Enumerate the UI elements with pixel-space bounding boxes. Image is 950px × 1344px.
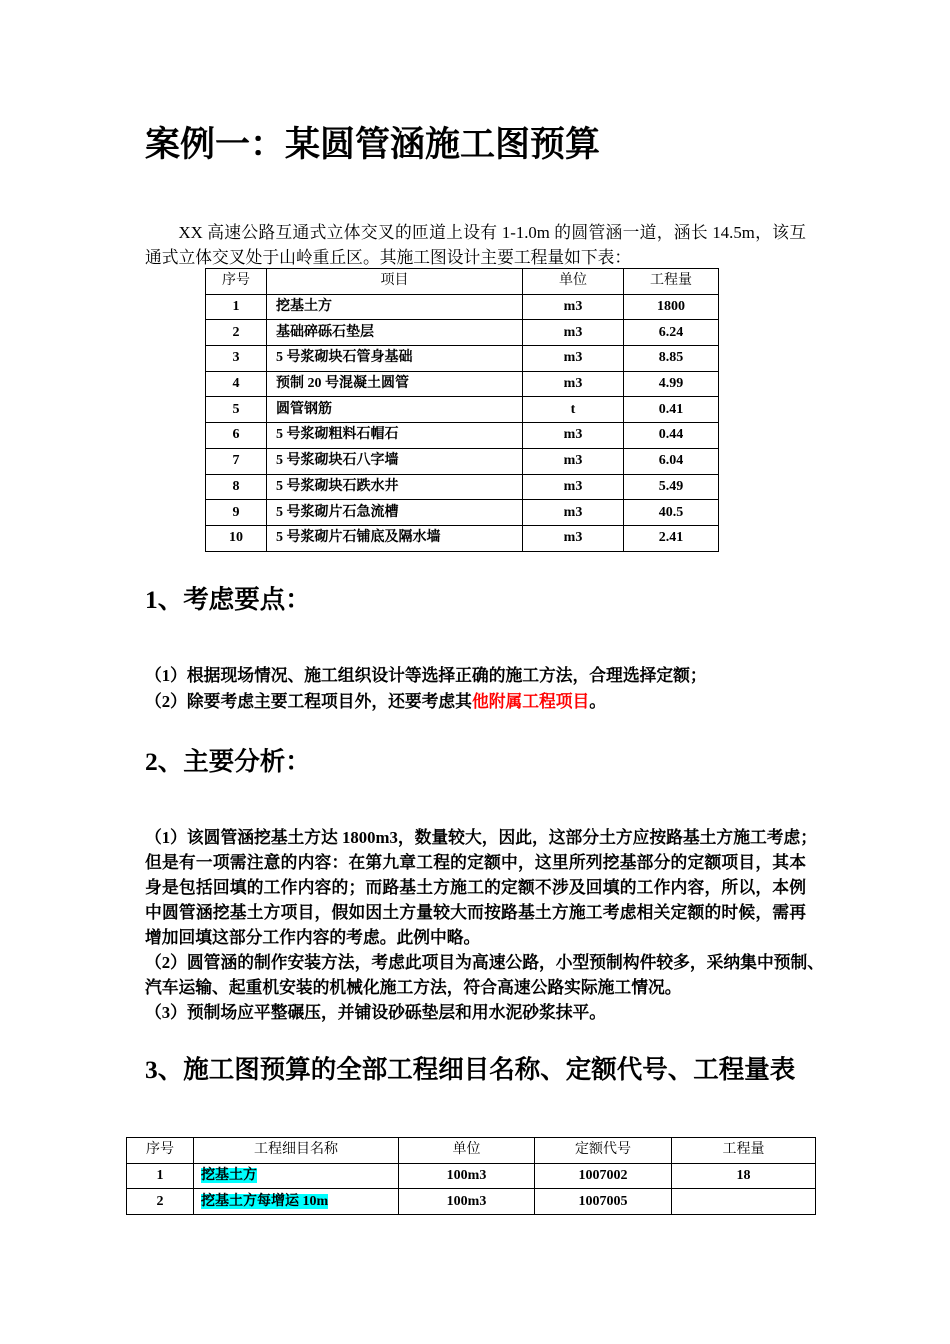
budget-header-no: 序号: [127, 1138, 194, 1164]
row-3-unit: m3: [523, 346, 624, 372]
budget-header-unit: 单位: [399, 1138, 535, 1164]
analysis-1-line-4: 中圆管涵挖基土方项目，假如因土方量较大而按路基土方施工考虑相关定额的时候，需再: [145, 903, 806, 922]
quantities-header-row: [206, 269, 719, 295]
row-2-unit: m3: [523, 320, 624, 346]
quantities-row-10: [206, 525, 719, 551]
section-1-heading: 1、考虑要点：: [145, 585, 311, 614]
header-item: 项目: [267, 269, 523, 295]
row-1-unit: m3: [523, 294, 624, 320]
budget-header-code: 定额代号: [535, 1138, 672, 1164]
row-4-no: 4: [206, 371, 267, 397]
row-9-item: 5 号浆砌片石急流槽: [267, 500, 523, 526]
row-7-quantity: 6.04: [624, 448, 719, 474]
point-2-text: （2）除要考虑主要工程项目外，还要考虑其: [145, 692, 472, 711]
row-10-quantity: 2.41: [624, 525, 719, 551]
row-2-quantity: 6.24: [624, 320, 719, 346]
quantities-row-6: [206, 423, 719, 449]
quantities-row-9: [206, 500, 719, 526]
budget-row-1-name: 挖基土方: [201, 1168, 257, 1184]
budget-header-quantity: 工程量: [672, 1138, 816, 1164]
quantities-row-7: [206, 448, 719, 474]
budget-row-1-quantity: 18: [672, 1163, 816, 1189]
budget-row-2-code: 1007005: [535, 1189, 672, 1215]
intro-paragraph: [145, 220, 806, 270]
budget-row-1-name-cell: [194, 1163, 399, 1189]
row-8-unit: m3: [523, 474, 624, 500]
row-7-item: 5 号浆砌块石八字墙: [267, 448, 523, 474]
section-2-analysis: [145, 825, 825, 1025]
header-unit: 单位: [523, 269, 624, 295]
row-10-unit: m3: [523, 525, 624, 551]
row-2-no: 2: [206, 320, 267, 346]
section-2-heading: 2、主要分析：: [145, 747, 311, 776]
point-2: [145, 689, 806, 715]
section-1-points: [145, 663, 806, 715]
budget-row-1: [127, 1163, 816, 1189]
budget-header-row: [127, 1138, 816, 1164]
row-1-no: 1: [206, 294, 267, 320]
row-3-item: 5 号浆砌块石管身基础: [267, 346, 523, 372]
row-5-quantity: 0.41: [624, 397, 719, 423]
quantities-row-3: [206, 346, 719, 372]
row-8-quantity: 5.49: [624, 474, 719, 500]
row-6-unit: m3: [523, 423, 624, 449]
row-9-quantity: 40.5: [624, 500, 719, 526]
budget-row-2-quantity: [672, 1189, 816, 1215]
row-5-unit: t: [523, 397, 624, 423]
row-4-unit: m3: [523, 371, 624, 397]
budget-row-2-name: 挖基土方每增运 10m: [201, 1193, 329, 1209]
row-7-no: 7: [206, 448, 267, 474]
row-6-quantity: 0.44: [624, 423, 719, 449]
row-3-no: 3: [206, 346, 267, 372]
section-3-heading: 3、施工图预算的全部工程细目名称、定额代号、工程量表: [145, 1055, 796, 1084]
point-1: （1）根据现场情况、施工组织设计等选择正确的施工方法，合理选择定额；: [145, 666, 707, 685]
row-5-item: 圆管钢筋: [267, 397, 523, 423]
analysis-2-line-1: （2）圆管涵的制作安装方法，考虑此项目为高速公路，小型预制构件较多，采纳集中预制、: [145, 953, 825, 972]
row-10-item: 5 号浆砌片石铺底及隔水墙: [267, 525, 523, 551]
analysis-2-line-2: 汽车运输、起重机安装的机械化施工方法，符合高速公路实际施工情况。: [145, 978, 682, 997]
row-10-no: 10: [206, 525, 267, 551]
analysis-1-line-5: 增加回填这部分工作内容的考虑。此例中略。: [145, 928, 481, 947]
quantities-row-2: [206, 320, 719, 346]
budget-row-2: [127, 1189, 816, 1215]
document-title: 案例一：某圆管涵施工图预算: [145, 125, 601, 164]
row-9-no: 9: [206, 500, 267, 526]
budget-row-1-unit: 100m3: [399, 1163, 535, 1189]
analysis-1-line-2: 但是有一项需注意的内容：在第九章工程的定额中，这里所列挖基部分的定额项目，其本: [145, 853, 806, 872]
point-2-emphasis: 他附属工程项目: [471, 692, 590, 711]
quantities-row-8: [206, 474, 719, 500]
budget-row-1-code: 1007002: [535, 1163, 672, 1189]
budget-row-1-no: 1: [127, 1163, 194, 1189]
budget-header-name: 工程细目名称: [194, 1138, 399, 1164]
row-8-item: 5 号浆砌块石跌水井: [267, 474, 523, 500]
row-4-quantity: 4.99: [624, 371, 719, 397]
budget-items-table: [126, 1137, 816, 1215]
quantities-row-5: [206, 397, 719, 423]
intro-line-2: 通式立体交叉处于山岭重丘区。其施工图设计主要工程量如下表：: [145, 248, 632, 267]
row-1-quantity: 1800: [624, 294, 719, 320]
row-5-no: 5: [206, 397, 267, 423]
row-6-no: 6: [206, 423, 267, 449]
budget-row-2-name-cell: [194, 1189, 399, 1215]
analysis-1-line-1: （1）该圆管涵挖基土方达 1800m3，数量较大，因此，这部分土方应按路基土方施工考虑；: [145, 828, 818, 847]
row-8-no: 8: [206, 474, 267, 500]
row-3-quantity: 8.85: [624, 346, 719, 372]
quantities-row-1: [206, 294, 719, 320]
row-9-unit: m3: [523, 500, 624, 526]
row-7-unit: m3: [523, 448, 624, 474]
quantities-row-4: [206, 371, 719, 397]
header-no: 序号: [206, 269, 267, 295]
row-2-item: 基础碎砾石垫层: [267, 320, 523, 346]
row-6-item: 5 号浆砌粗料石帽石: [267, 423, 523, 449]
intro-line-1: XX 高速公路互通式立体交叉的匝道上设有 1-1.0m 的圆管涵一道，涵长 14.5m，该互: [178, 223, 806, 242]
row-4-item: 预制 20 号混凝土圆管: [267, 371, 523, 397]
header-quantity: 工程量: [624, 269, 719, 295]
budget-row-2-no: 2: [127, 1189, 194, 1215]
analysis-1-line-3: 身是包括回填的工作内容的；而路基土方施工的定额不涉及回填的工作内容，所以，本例: [145, 878, 806, 897]
point-2-end: 。: [589, 692, 607, 711]
budget-row-2-unit: 100m3: [399, 1189, 535, 1215]
quantities-table: [205, 268, 719, 552]
analysis-3-line-1: （3）预制场应平整碾压，并铺设砂砾垫层和用水泥砂浆抹平。: [145, 1003, 607, 1022]
row-1-item: 挖基土方: [267, 294, 523, 320]
